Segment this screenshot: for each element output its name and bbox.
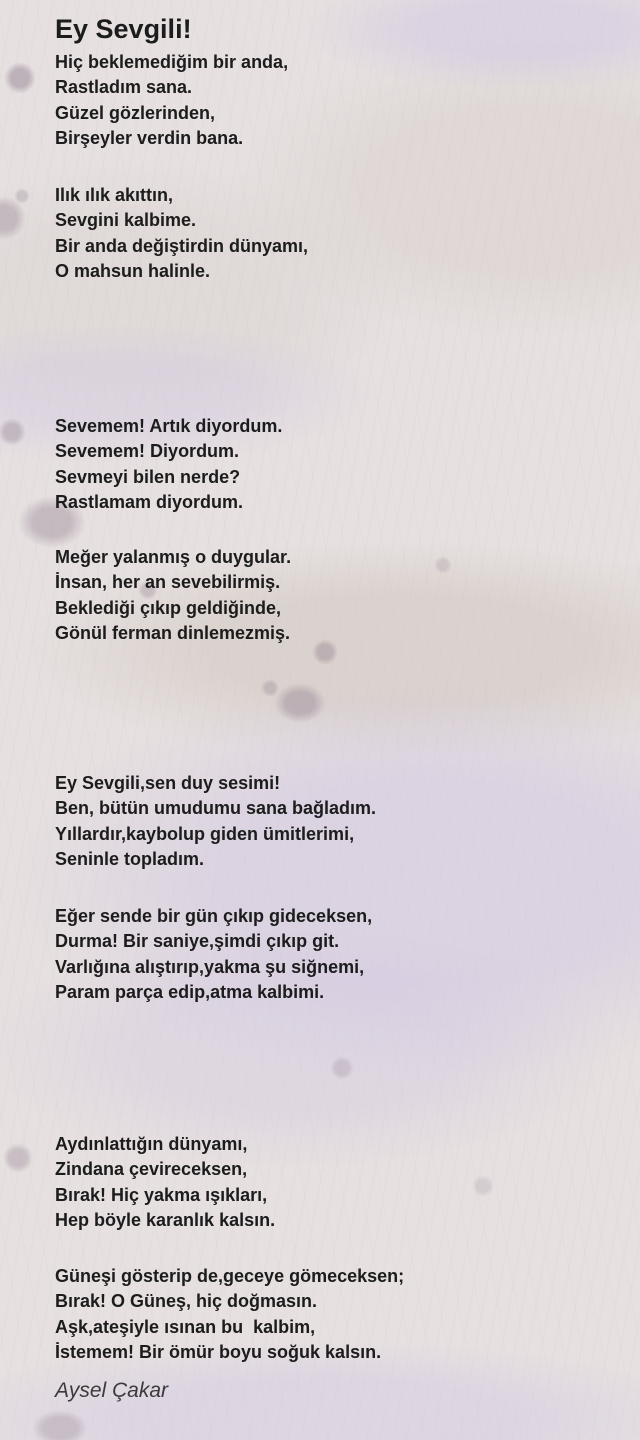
poem-line: Varlığına alıştırıp,yakma şu siğnemi, (55, 956, 365, 977)
poem-line: Ey Sevgili,sen duy sesimi! (55, 773, 281, 793)
poem-line: Beklediği çıkıp geldiğinde, (55, 597, 282, 618)
poem-line: Güneşi gösterip de,geceye gömeceksen; (55, 1266, 405, 1286)
poem-line: O mahsun halinle. (55, 260, 211, 281)
poem-line: Hiç beklemediğim bir anda, (55, 52, 289, 72)
poem-line: Sevmeyi bilen nerde? (55, 466, 241, 487)
poem-line: Rastladım sana. (55, 77, 193, 98)
poem-line: Meğer yalanmış o duygular. (55, 547, 292, 567)
poem-stanza-8 (55, 1264, 595, 1365)
poem-line: Zindana çevireceksen, (55, 1159, 248, 1180)
poem-stanza-1 (55, 50, 595, 151)
poem-stanza-7 (55, 1132, 595, 1233)
author-signature: Aysel Çakar (55, 1379, 169, 1402)
poem-line: Bırak! O Güneş, hiç doğmasın. (55, 1291, 318, 1312)
poem-line: İnsan, her an sevebilirmiş. (55, 572, 281, 593)
poem-line: Rastlamam diyordum. (55, 491, 244, 512)
poem-line: Param parça edip,atma kalbimi. (55, 981, 325, 1002)
poem-line: Seninle topladım. (55, 848, 205, 869)
poem-stanza-4 (55, 545, 595, 646)
poem-title: Ey Sevgili! (55, 14, 192, 44)
poem-line: Yıllardır,kaybolup giden ümitlerimi, (55, 823, 355, 844)
poem-stanza-3 (55, 414, 595, 515)
poem-line: Sevgini kalbime. (55, 210, 197, 231)
poem-line: Durma! Bir saniye,şimdi çıkıp git. (55, 931, 340, 952)
poem-line: Ben, bütün umudumu sana bağladım. (55, 798, 377, 819)
poem-stanza-6 (55, 904, 595, 1005)
poem-line: Sevemem! Diyordum. (55, 441, 240, 462)
poem-line: Aydınlattığın dünyamı, (55, 1134, 248, 1154)
poem-line: Aşk,ateşiyle ısınan bu kalbim, (55, 1316, 316, 1337)
poem-line: Güzel gözlerinden, (55, 102, 216, 123)
poem-line: Hep böyle karanlık kalsın. (55, 1209, 276, 1230)
poem-line: İstemem! Bir ömür boyu soğuk kalsın. (55, 1341, 382, 1362)
poem-line: Bir anda değiştirdin dünyamı, (55, 235, 309, 256)
poem-line: Sevemem! Artık diyordum. (55, 416, 283, 436)
poem-line: Bırak! Hiç yakma ışıkları, (55, 1184, 268, 1205)
poem-stanza-2 (55, 183, 595, 284)
poem-stanza-5 (55, 771, 595, 872)
poem-line: Birşeyler verdin bana. (55, 127, 244, 148)
poem-line: Gönül ferman dinlemezmiş. (55, 622, 291, 643)
poem-line: Ilık ılık akıttın, (55, 185, 174, 205)
poem-line: Eğer sende bir gün çıkıp gideceksen, (55, 906, 373, 926)
